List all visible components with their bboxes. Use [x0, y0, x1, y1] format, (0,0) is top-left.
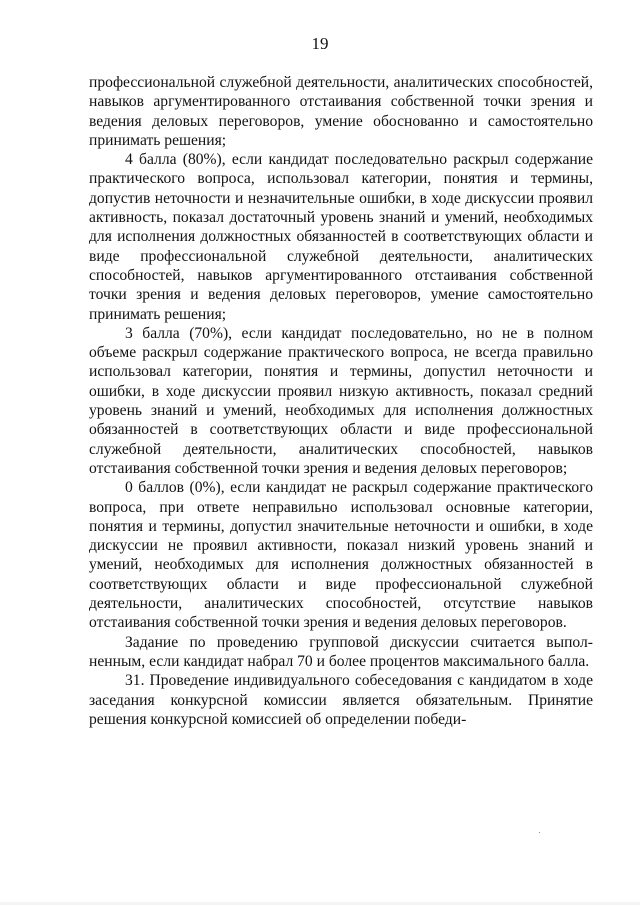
page-number: 19 — [311, 34, 329, 53]
paragraph-score-4: 4 балла (80%), если кандидат последовательно раскрыл содержание практического вопроса, использовал категории, понятия и термины, допустив неточности и незначительные ошибки, в ходе дискуссии проявил активность, показал достаточный уровень знаний и умений, необходимых для исполнения должностных обязанностей в соответствующих области и виде профессиональной служебной деятельности, аналитических способностей, навыков аргументированного отстаивания собственной точки зрения и ведения деловых переговоров, умение самостоятельно принимать решения; — [89, 151, 593, 323]
scan-speck — [539, 832, 540, 833]
body-text — [89, 73, 593, 729]
paragraph-item-31: 31. Проведение индивидуального собеседования с кандидатом в ходе заседания конкурсной комиссии является обязательным. Принятие решения конкурсной комиссией об определении победи- — [89, 672, 593, 728]
paragraph-pass-criteria: Задание по проведению групповой дискуссии считается выполненным, если кандидат набрал 70 и более процентов максимального балла. — [89, 633, 593, 670]
paragraph-continuation: профессиональной служебной деятельности, аналитических способностей, навыков аргументированного отстаивания собственной точки зрения и ведения деловых переговоров, умение обоснованно и самостоятельно принимать решения; — [89, 74, 593, 149]
paragraph-score-0: 0 баллов (0%), если кандидат не раскрыл содержание практического вопроса, при ответе неправильно использовал основные категории, понятия и термины, допустил значительные неточности и ошибки, в ходе дискуссии не проявил активности, показал низкий уровень знаний и умений, необходимых для исполнения должностных обязанностей в соответствующих области и виде профессиональной служебной деятельности, аналитических способностей, отсутствие навыков отстаивания собственной точки зрения и ведения деловых переговоров. — [89, 479, 593, 632]
paragraph-score-3: 3 балла (70%), если кандидат последовательно, но не в полном объеме раскрыл содержание практического вопроса, не всегда правильно использовал категории, понятия и термины, допустил неточности и ошибки, в ходе дискуссии проявил низкую активность, показал средний уровень знаний и умений, необходимых для исполнения должностных обязанностей в соответствующих области и виде профессиональной служебной деятельности, аналитических способностей, навыков отстаивания собственной точки зрения и ведения деловых переговоров; — [89, 324, 593, 477]
